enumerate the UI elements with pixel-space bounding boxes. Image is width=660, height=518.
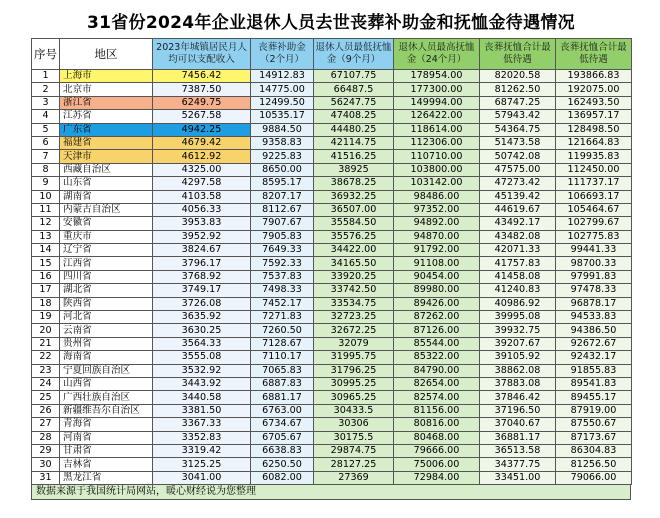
cell-total-min: 47273.42 — [480, 177, 556, 190]
cell-min-pension: 30965.25 — [314, 391, 394, 404]
cell-index: 4 — [32, 110, 60, 123]
cell-region: 西藏自治区 — [60, 163, 153, 176]
table-row — [32, 244, 632, 257]
cell-index: 8 — [32, 163, 60, 176]
cell-income: 3367.33 — [153, 418, 251, 431]
cell-funeral-subsidy: 6250.50 — [251, 458, 314, 471]
cell-index: 3 — [32, 96, 60, 109]
table-row — [32, 431, 632, 444]
cell-max-pension: 87126.00 — [394, 324, 480, 337]
cell-min-pension: 29874.75 — [314, 444, 394, 457]
cell-index: 24 — [32, 377, 60, 390]
cell-region: 湖南省 — [60, 190, 153, 203]
header-max-pension: 退休人员最高抚恤金（24个月） — [394, 39, 480, 70]
table-row — [32, 297, 632, 310]
cell-index: 23 — [32, 364, 60, 377]
cell-total-max: 92672.67 — [556, 337, 632, 350]
cell-min-pension: 36507.00 — [314, 203, 394, 216]
cell-total-max: 121664.83 — [556, 136, 632, 149]
cell-total-min: 41757.83 — [480, 257, 556, 270]
cell-region: 辽宁省 — [60, 244, 153, 257]
cell-income: 3796.17 — [153, 257, 251, 270]
cell-index: 29 — [32, 444, 60, 457]
table-row — [32, 70, 632, 83]
cell-total-min: 39207.67 — [480, 337, 556, 350]
cell-total-max: 87919.00 — [556, 404, 632, 417]
cell-region: 内蒙古自治区 — [60, 203, 153, 216]
cell-region: 江西省 — [60, 257, 153, 270]
cell-funeral-subsidy: 7110.17 — [251, 351, 314, 364]
cell-income: 3125.25 — [153, 458, 251, 471]
cell-funeral-subsidy: 9884.50 — [251, 123, 314, 136]
cell-region: 浙江省 — [60, 96, 153, 109]
cell-max-pension: 112306.00 — [394, 136, 480, 149]
cell-funeral-subsidy: 7537.83 — [251, 270, 314, 283]
cell-index: 13 — [32, 230, 60, 243]
cell-total-min: 37040.67 — [480, 418, 556, 431]
cell-max-pension: 79666.00 — [394, 444, 480, 457]
cell-max-pension: 103800.00 — [394, 163, 480, 176]
cell-min-pension: 44480.25 — [314, 123, 394, 136]
cell-total-min: 37846.42 — [480, 391, 556, 404]
cell-total-min: 68747.25 — [480, 96, 556, 109]
cell-total-min: 39932.75 — [480, 324, 556, 337]
cell-region: 海南省 — [60, 351, 153, 364]
cell-index: 11 — [32, 203, 60, 216]
cell-max-pension: 126422.00 — [394, 110, 480, 123]
cell-funeral-subsidy: 7260.50 — [251, 324, 314, 337]
cell-index: 30 — [32, 458, 60, 471]
cell-funeral-subsidy: 8207.17 — [251, 190, 314, 203]
cell-min-pension: 28127.25 — [314, 458, 394, 471]
cell-min-pension: 47408.25 — [314, 110, 394, 123]
cell-total-max: 192075.00 — [556, 83, 632, 96]
cell-index: 12 — [32, 217, 60, 230]
cell-total-min: 37883.08 — [480, 377, 556, 390]
cell-region: 贵州省 — [60, 337, 153, 350]
cell-funeral-subsidy: 9358.83 — [251, 136, 314, 149]
cell-total-max: 98700.33 — [556, 257, 632, 270]
cell-min-pension: 35584.50 — [314, 217, 394, 230]
cell-income: 7456.42 — [153, 70, 251, 83]
table-row — [32, 83, 632, 96]
cell-index: 21 — [32, 337, 60, 350]
cell-total-min: 37196.50 — [480, 404, 556, 417]
cell-income: 4297.58 — [153, 177, 251, 190]
cell-total-max: 136957.17 — [556, 110, 632, 123]
cell-funeral-subsidy: 7905.83 — [251, 230, 314, 243]
cell-index: 16 — [32, 270, 60, 283]
cell-max-pension: 91108.00 — [394, 257, 480, 270]
cell-funeral-subsidy: 6881.17 — [251, 391, 314, 404]
cell-min-pension: 35576.25 — [314, 230, 394, 243]
cell-funeral-subsidy: 6887.83 — [251, 377, 314, 390]
cell-region: 四川省 — [60, 270, 153, 283]
table-row — [32, 324, 632, 337]
cell-income: 3824.67 — [153, 244, 251, 257]
cell-income: 5267.58 — [153, 110, 251, 123]
page-title: 31省份2024年企业退休人员去世丧葬补助金和抚恤金待遇情况 — [87, 13, 575, 33]
cell-total-min: 40986.92 — [480, 297, 556, 310]
cell-max-pension: 85322.00 — [394, 351, 480, 364]
cell-index: 14 — [32, 244, 60, 257]
cell-max-pension: 81156.00 — [394, 404, 480, 417]
cell-region: 北京市 — [60, 83, 153, 96]
cell-income: 3952.92 — [153, 230, 251, 243]
cell-income: 3630.25 — [153, 324, 251, 337]
cell-total-max: 91855.83 — [556, 364, 632, 377]
cell-total-min: 33451.00 — [480, 471, 556, 484]
cell-income: 4679.42 — [153, 136, 251, 149]
cell-funeral-subsidy: 14912.83 — [251, 70, 314, 83]
cell-region: 天津市 — [60, 150, 153, 163]
header-income: 2023年城镇居民月人均可以支配收入 — [153, 39, 251, 70]
cell-index: 25 — [32, 391, 60, 404]
cell-max-pension: 98486.00 — [394, 190, 480, 203]
cell-income: 3726.08 — [153, 297, 251, 310]
cell-region: 宁夏回族自治区 — [60, 364, 153, 377]
cell-funeral-subsidy: 7907.67 — [251, 217, 314, 230]
table-row — [32, 377, 632, 390]
cell-income: 3768.92 — [153, 270, 251, 283]
cell-index: 26 — [32, 404, 60, 417]
table-row — [32, 284, 632, 297]
cell-total-min: 54364.75 — [480, 123, 556, 136]
table-row — [32, 150, 632, 163]
cell-min-pension: 31995.75 — [314, 351, 394, 364]
cell-min-pension: 33534.75 — [314, 297, 394, 310]
table-row — [32, 337, 632, 350]
cell-region: 河北省 — [60, 311, 153, 324]
cell-max-pension: 178954.00 — [394, 70, 480, 83]
cell-income: 4325.00 — [153, 163, 251, 176]
cell-min-pension: 32672.25 — [314, 324, 394, 337]
cell-total-max: 89541.83 — [556, 377, 632, 390]
cell-max-pension: 90454.00 — [394, 270, 480, 283]
cell-total-min: 43482.08 — [480, 230, 556, 243]
cell-max-pension: 87262.00 — [394, 311, 480, 324]
cell-funeral-subsidy: 7128.67 — [251, 337, 314, 350]
cell-income: 4103.58 — [153, 190, 251, 203]
cell-funeral-subsidy: 12499.50 — [251, 96, 314, 109]
cell-income: 3749.17 — [153, 284, 251, 297]
cell-total-min: 57943.42 — [480, 110, 556, 123]
cell-index: 27 — [32, 418, 60, 431]
cell-income: 7387.50 — [153, 83, 251, 96]
cell-total-min: 39105.92 — [480, 351, 556, 364]
cell-min-pension: 33742.50 — [314, 284, 394, 297]
cell-total-min: 50742.08 — [480, 150, 556, 163]
cell-total-max: 94533.83 — [556, 311, 632, 324]
table-row — [32, 311, 632, 324]
cell-region: 黑龙江省 — [60, 471, 153, 484]
header-min-pension: 退休人员最低抚恤金（9个月） — [314, 39, 394, 70]
cell-funeral-subsidy: 8650.00 — [251, 163, 314, 176]
cell-total-max: 111737.17 — [556, 177, 632, 190]
cell-index: 22 — [32, 351, 60, 364]
cell-total-min: 36881.17 — [480, 431, 556, 444]
cell-income: 3041.00 — [153, 471, 251, 484]
cell-max-pension: 94892.00 — [394, 217, 480, 230]
cell-max-pension: 118614.00 — [394, 123, 480, 136]
cell-max-pension: 91792.00 — [394, 244, 480, 257]
cell-total-max: 92432.17 — [556, 351, 632, 364]
cell-total-max: 96878.17 — [556, 297, 632, 310]
cell-total-max: 99441.33 — [556, 244, 632, 257]
cell-max-pension: 89980.00 — [394, 284, 480, 297]
cell-min-pension: 34422.00 — [314, 244, 394, 257]
cell-income: 3555.08 — [153, 351, 251, 364]
table-body — [32, 70, 632, 485]
cell-income: 4612.92 — [153, 150, 251, 163]
cell-income: 3532.92 — [153, 364, 251, 377]
cell-total-min: 39995.08 — [480, 311, 556, 324]
cell-min-pension: 33920.25 — [314, 270, 394, 283]
cell-income: 4056.33 — [153, 203, 251, 216]
table-row — [32, 257, 632, 270]
cell-min-pension: 27369 — [314, 471, 394, 484]
cell-total-max: 112450.00 — [556, 163, 632, 176]
cell-total-min: 44619.67 — [480, 203, 556, 216]
cell-funeral-subsidy: 6734.67 — [251, 418, 314, 431]
table-row — [32, 163, 632, 176]
cell-total-max: 81256.50 — [556, 458, 632, 471]
cell-funeral-subsidy: 7592.33 — [251, 257, 314, 270]
cell-funeral-subsidy: 6705.67 — [251, 431, 314, 444]
cell-total-min: 51473.58 — [480, 136, 556, 149]
cell-income: 3381.50 — [153, 404, 251, 417]
cell-region: 新疆维吾尔自治区 — [60, 404, 153, 417]
cell-region: 青海省 — [60, 418, 153, 431]
table-row — [32, 123, 632, 136]
cell-funeral-subsidy: 8112.67 — [251, 203, 314, 216]
cell-min-pension: 66487.5 — [314, 83, 394, 96]
table-row — [32, 136, 632, 149]
cell-min-pension: 67107.75 — [314, 70, 394, 83]
cell-index: 17 — [32, 284, 60, 297]
cell-region: 甘肃省 — [60, 444, 153, 457]
cell-total-max: 128498.50 — [556, 123, 632, 136]
table-row — [32, 203, 632, 216]
source-footnote: 数据来源于我国统计局网站，暖心财经说为您整理 — [31, 485, 631, 500]
cell-total-max: 106693.17 — [556, 190, 632, 203]
cell-min-pension: 56247.75 — [314, 96, 394, 109]
cell-funeral-subsidy: 7271.83 — [251, 311, 314, 324]
cell-min-pension: 34165.50 — [314, 257, 394, 270]
cell-funeral-subsidy: 6763.00 — [251, 404, 314, 417]
cell-total-max: 102775.83 — [556, 230, 632, 243]
table-row — [32, 444, 632, 457]
cell-total-max: 193866.83 — [556, 70, 632, 83]
cell-max-pension: 75006.00 — [394, 458, 480, 471]
cell-min-pension: 30995.25 — [314, 377, 394, 390]
cell-total-max: 97991.83 — [556, 270, 632, 283]
cell-region: 吉林省 — [60, 458, 153, 471]
table-row — [32, 418, 632, 431]
cell-total-min: 38862.08 — [480, 364, 556, 377]
cell-index: 18 — [32, 297, 60, 310]
header-idx: 序号 — [32, 39, 60, 70]
cell-income: 3319.42 — [153, 444, 251, 457]
cell-region: 山东省 — [60, 177, 153, 190]
cell-total-max: 162493.50 — [556, 96, 632, 109]
cell-max-pension: 84790.00 — [394, 364, 480, 377]
cell-income: 3953.83 — [153, 217, 251, 230]
cell-max-pension: 149994.00 — [394, 96, 480, 109]
cell-max-pension: 82654.00 — [394, 377, 480, 390]
cell-total-min: 81262.50 — [480, 83, 556, 96]
cell-max-pension: 177300.00 — [394, 83, 480, 96]
cell-index: 7 — [32, 150, 60, 163]
cell-total-min: 36513.58 — [480, 444, 556, 457]
table-row — [32, 190, 632, 203]
cell-total-max: 119935.83 — [556, 150, 632, 163]
cell-max-pension: 89426.00 — [394, 297, 480, 310]
cell-index: 10 — [32, 190, 60, 203]
cell-index: 6 — [32, 136, 60, 149]
cell-region: 福建省 — [60, 136, 153, 149]
cell-income: 3443.92 — [153, 377, 251, 390]
cell-total-max: 87173.67 — [556, 431, 632, 444]
cell-region: 云南省 — [60, 324, 153, 337]
cell-income: 6249.75 — [153, 96, 251, 109]
cell-funeral-subsidy: 8595.17 — [251, 177, 314, 190]
header-total-max: 丧葬抚恤合计最低待遇 — [556, 39, 632, 70]
cell-region: 广西壮族自治区 — [60, 391, 153, 404]
cell-total-max: 94386.50 — [556, 324, 632, 337]
cell-index: 31 — [32, 471, 60, 484]
cell-region: 湖北省 — [60, 284, 153, 297]
cell-index: 9 — [32, 177, 60, 190]
table-row — [32, 96, 632, 109]
table-row — [32, 270, 632, 283]
cell-total-max: 105464.67 — [556, 203, 632, 216]
cell-min-pension: 30306 — [314, 418, 394, 431]
cell-region: 河南省 — [60, 431, 153, 444]
cell-min-pension: 32079 — [314, 337, 394, 350]
cell-max-pension: 72984.00 — [394, 471, 480, 484]
cell-index: 15 — [32, 257, 60, 270]
cell-min-pension: 41516.25 — [314, 150, 394, 163]
cell-total-min: 43492.17 — [480, 217, 556, 230]
cell-max-pension: 110710.00 — [394, 150, 480, 163]
cell-region: 江苏省 — [60, 110, 153, 123]
cell-min-pension: 38925 — [314, 163, 394, 176]
header-funeral: 丧葬补助金（2个月） — [251, 39, 314, 70]
cell-index: 20 — [32, 324, 60, 337]
cell-index: 19 — [32, 311, 60, 324]
header-total-min: 丧葬抚恤合计最低待遇 — [480, 39, 556, 70]
cell-total-min: 41240.83 — [480, 284, 556, 297]
cell-min-pension: 30433.5 — [314, 404, 394, 417]
cell-income: 3440.58 — [153, 391, 251, 404]
cell-funeral-subsidy: 7065.83 — [251, 364, 314, 377]
cell-region: 山西省 — [60, 377, 153, 390]
cell-total-max: 79066.00 — [556, 471, 632, 484]
cell-max-pension: 94870.00 — [394, 230, 480, 243]
cell-total-max: 102799.67 — [556, 217, 632, 230]
cell-funeral-subsidy: 7452.17 — [251, 297, 314, 310]
table-row — [32, 217, 632, 230]
cell-funeral-subsidy: 9225.83 — [251, 150, 314, 163]
cell-total-min: 45139.42 — [480, 190, 556, 203]
cell-funeral-subsidy: 7498.33 — [251, 284, 314, 297]
cell-total-min: 34377.75 — [480, 458, 556, 471]
cell-region: 重庆市 — [60, 230, 153, 243]
cell-region: 上海市 — [60, 70, 153, 83]
table-row — [32, 351, 632, 364]
cell-index: 2 — [32, 83, 60, 96]
pension-table — [31, 38, 632, 485]
cell-index: 5 — [32, 123, 60, 136]
cell-region: 广东省 — [60, 123, 153, 136]
cell-total-min: 42071.33 — [480, 244, 556, 257]
document-page — [31, 8, 631, 500]
table-row — [32, 230, 632, 243]
cell-total-max: 89455.17 — [556, 391, 632, 404]
cell-total-min: 82020.58 — [480, 70, 556, 83]
cell-income: 3564.33 — [153, 337, 251, 350]
cell-total-max: 86304.83 — [556, 444, 632, 457]
cell-min-pension: 42114.75 — [314, 136, 394, 149]
cell-max-pension: 82574.00 — [394, 391, 480, 404]
cell-funeral-subsidy: 14775.00 — [251, 83, 314, 96]
cell-region: 陕西省 — [60, 297, 153, 310]
cell-min-pension: 30175.5 — [314, 431, 394, 444]
cell-income: 3352.83 — [153, 431, 251, 444]
cell-min-pension: 31796.25 — [314, 364, 394, 377]
cell-income: 4942.25 — [153, 123, 251, 136]
cell-total-min: 47575.00 — [480, 163, 556, 176]
cell-funeral-subsidy: 10535.17 — [251, 110, 314, 123]
cell-region: 安徽省 — [60, 217, 153, 230]
table-row — [32, 471, 632, 484]
cell-min-pension: 32723.25 — [314, 311, 394, 324]
cell-income: 3635.92 — [153, 311, 251, 324]
cell-total-max: 97478.33 — [556, 284, 632, 297]
table-row — [32, 458, 632, 471]
cell-max-pension: 103142.00 — [394, 177, 480, 190]
cell-max-pension: 85544.00 — [394, 337, 480, 350]
cell-min-pension: 36932.25 — [314, 190, 394, 203]
cell-funeral-subsidy: 6638.83 — [251, 444, 314, 457]
header-region: 地区 — [60, 39, 153, 70]
cell-funeral-subsidy: 7649.33 — [251, 244, 314, 257]
cell-max-pension: 97352.00 — [394, 203, 480, 216]
cell-max-pension: 80468.00 — [394, 431, 480, 444]
header-row — [32, 39, 632, 70]
cell-min-pension: 38678.25 — [314, 177, 394, 190]
cell-index: 28 — [32, 431, 60, 444]
cell-max-pension: 80816.00 — [394, 418, 480, 431]
table-row — [32, 404, 632, 417]
cell-index: 1 — [32, 70, 60, 83]
table-row — [32, 391, 632, 404]
cell-total-max: 87550.67 — [556, 418, 632, 431]
cell-total-min: 41458.08 — [480, 270, 556, 283]
table-row — [32, 177, 632, 190]
table-row — [32, 364, 632, 377]
cell-funeral-subsidy: 6082.00 — [251, 471, 314, 484]
table-row — [32, 110, 632, 123]
